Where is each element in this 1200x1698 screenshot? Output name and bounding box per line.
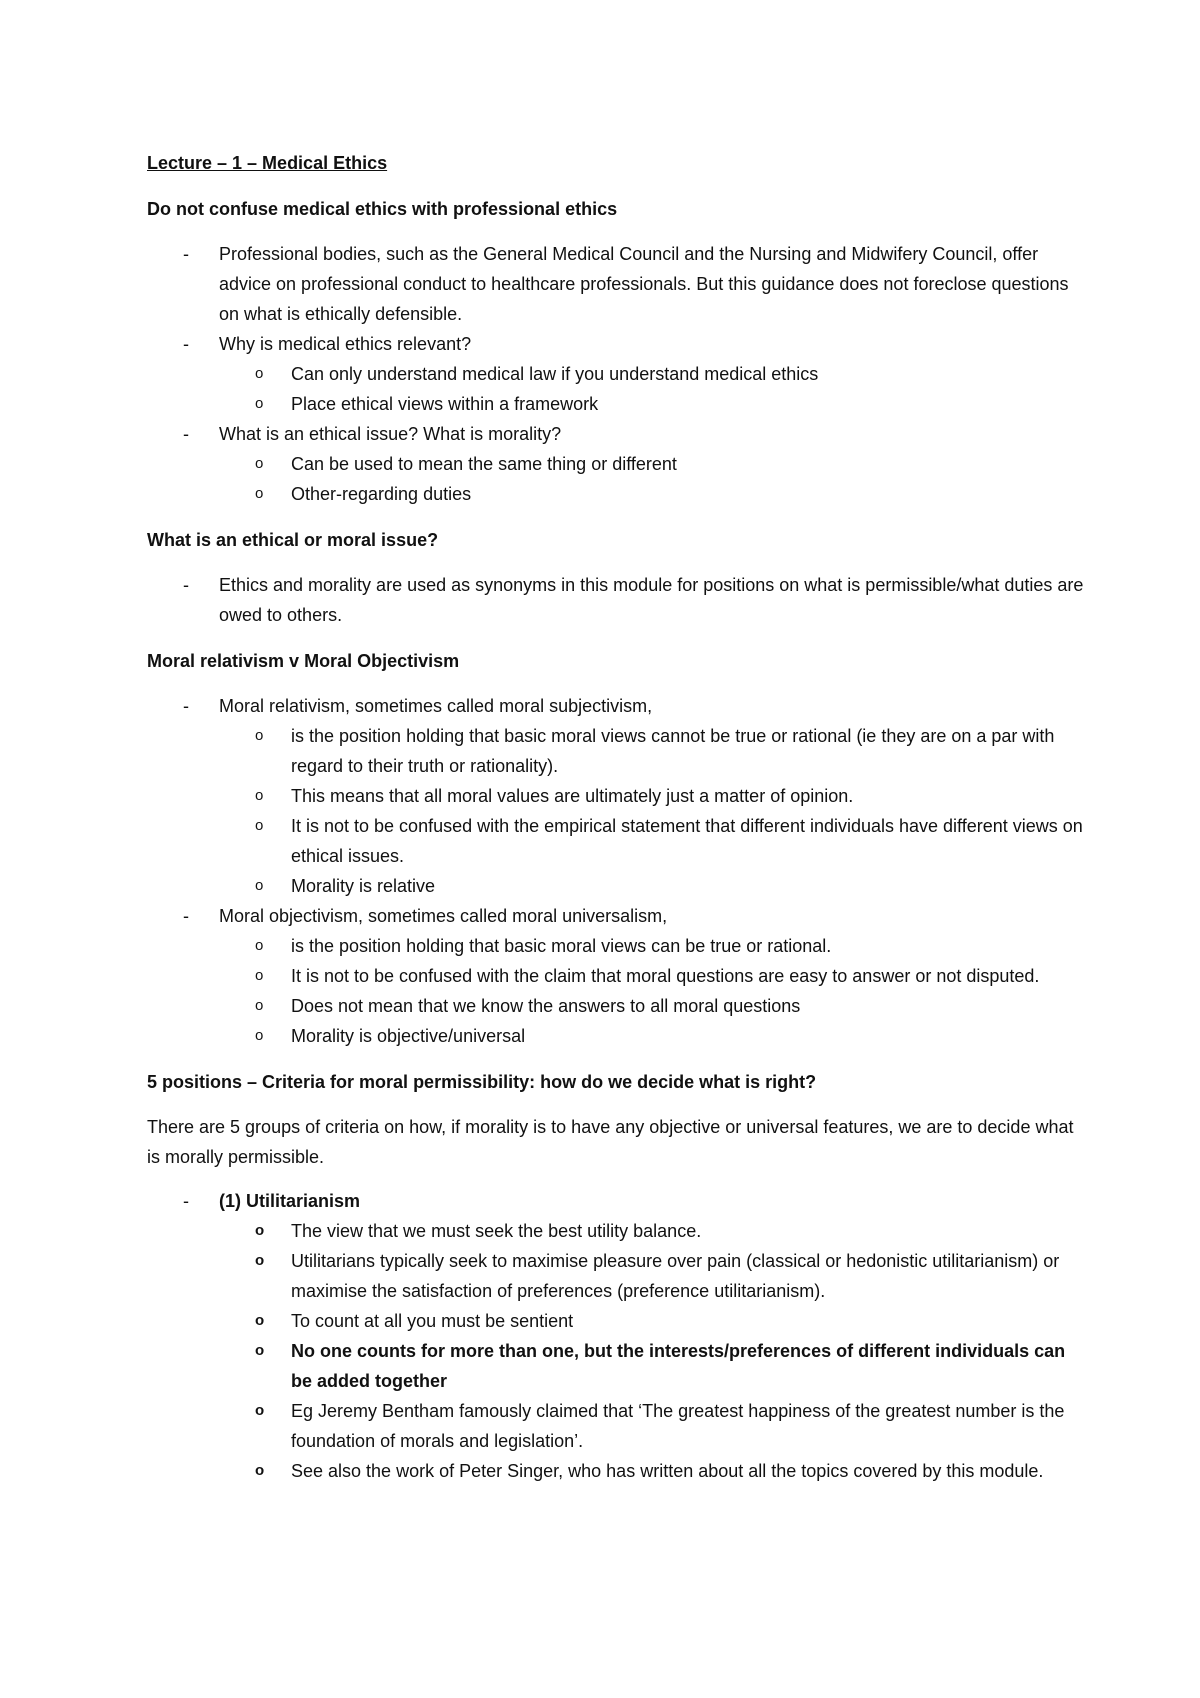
sub-bullet-text: Morality is objective/universal [291,1026,526,1046]
sub-bullet-text: This means that all moral values are ultimately just a matter of opinion. [291,786,854,806]
sub-bullet-text: To count at all you must be sentient [291,1311,574,1331]
sub-bullet-item [219,1246,1087,1306]
dash-marker: - [183,575,189,595]
circle-marker: o [255,1252,265,1269]
circle-marker: o [255,967,264,984]
section-list [147,570,1087,630]
sub-list [219,931,1087,1051]
sub-bullet-text: Does not mean that we know the answers to all moral questions [291,996,801,1016]
bullet-item [147,691,1087,901]
circle-marker: o [255,1342,265,1359]
bullet-item [147,570,1087,630]
section-list [147,691,1087,1051]
dash-marker: - [183,424,189,444]
sub-list [219,1216,1087,1486]
circle-marker: o [255,455,264,472]
circle-marker: o [255,787,264,804]
bullet-text: (1) Utilitarianism [219,1191,361,1211]
sub-bullet-item [219,721,1087,781]
circle-marker: o [255,1222,265,1239]
sub-bullet-item [219,389,1087,419]
sub-bullet-item [219,781,1087,811]
sub-bullet-item [219,1216,1087,1246]
sub-bullet-text: Place ethical views within a framework [291,394,599,414]
sub-bullet-item [219,449,1087,479]
circle-marker: o [255,485,264,502]
sub-bullet-text: Can be used to mean the same thing or different [291,454,677,474]
sub-bullet-text: It is not to be confused with the claim that moral questions are easy to answer or not disputed. [291,966,1040,986]
circle-marker: o [255,997,264,1014]
circle-marker: o [255,817,264,834]
circle-marker: o [255,727,264,744]
sub-bullet-text: It is not to be confused with the empirical statement that different individuals have different views on ethical issues. [291,816,1083,866]
sub-bullet-item [219,871,1087,901]
bullet-item [147,419,1087,509]
bullet-item [147,1186,1087,1486]
sub-bullet-text: is the position holding that basic moral views can be true or rational. [291,936,832,956]
circle-marker: o [255,937,264,954]
sub-bullet-text: The view that we must seek the best utility balance. [291,1221,702,1241]
sub-bullet-item [219,991,1087,1021]
sub-list [219,721,1087,901]
sub-bullet-item [219,359,1087,389]
bullet-text: What is an ethical issue? What is morality? [219,424,562,444]
sub-bullet-text: Utilitarians typically seek to maximise pleasure over pain (classical or hedonistic utilitarianism) or maximise the satisfaction of preferences (preference utilitarianism). [291,1251,1060,1301]
sub-list [219,359,1087,419]
sub-bullet-text: Can only understand medical law if you understand medical ethics [291,364,819,384]
section-heading-relativism: Moral relativism v Moral Objectivism [147,651,460,671]
sub-bullet-item [219,479,1087,509]
bullet-item [147,329,1087,419]
circle-marker: o [255,395,264,412]
circle-marker: o [255,1402,265,1419]
sub-bullet-item [219,1336,1087,1396]
sub-bullet-item [219,961,1087,991]
sub-bullet-text: is the position holding that basic moral views cannot be true or rational (ie they are on a par with regard to their truth or rationality). [291,726,1055,776]
intro-paragraph: There are 5 groups of criteria on how, if morality is to have any objective or universal features, we are to decide what is morally permissible. [147,1117,1074,1167]
circle-marker: o [255,365,264,382]
sub-bullet-text: See also the work of Peter Singer, who has written about all the topics covered by this module. [291,1461,1044,1481]
sub-bullet-item [219,1396,1087,1456]
bullet-text: Moral relativism, sometimes called moral subjectivism, [219,696,653,716]
circle-marker: o [255,1462,265,1479]
dash-marker: - [183,334,189,354]
bullet-item [147,239,1087,329]
bullet-text: Professional bodies, such as the General Medical Council and the Nursing and Midwifery Council, offer advice on professional conduct to healthcare professionals. But this guidance does not foreclose questions on what is ethically defensible. [219,244,1069,324]
circle-marker: o [255,877,264,894]
bullet-text: Ethics and morality are used as synonyms in this module for positions on what is permissible/what duties are owed to others. [219,575,1084,625]
section-heading-professional-ethics: Do not confuse medical ethics with professional ethics [147,199,618,219]
sub-bullet-item [219,811,1087,871]
section-heading-ethical-issue: What is an ethical or moral issue? [147,530,439,550]
circle-marker: o [255,1027,264,1044]
bullet-text: Why is medical ethics relevant? [219,334,472,354]
sub-bullet-text: Other-regarding duties [291,484,472,504]
sub-bullet-text: Morality is relative [291,876,436,896]
bullet-item [147,901,1087,1051]
section-list [147,239,1087,509]
sub-list [219,449,1087,509]
document-page [147,148,1087,1502]
bullet-text: Moral objectivism, sometimes called moral universalism, [219,906,668,926]
circle-marker: o [255,1312,265,1329]
dash-marker: - [183,906,189,926]
dash-marker: - [183,244,189,264]
section-list [147,1186,1087,1486]
sub-bullet-item [219,1456,1087,1486]
section-heading-five-positions: 5 positions – Criteria for moral permissibility: how do we decide what is right? [147,1072,817,1092]
dash-marker: - [183,1191,189,1211]
sub-bullet-text: Eg Jeremy Bentham famously claimed that ‘The greatest happiness of the greatest number is the foundation of morals and legislation’. [291,1401,1065,1451]
sub-bullet-item [219,931,1087,961]
sub-bullet-item [219,1021,1087,1051]
lecture-title: Lecture – 1 – Medical Ethics [147,153,388,173]
sub-bullet-text: No one counts for more than one, but the interests/preferences of different individuals can be added together [291,1341,1066,1391]
dash-marker: - [183,696,189,716]
sub-bullet-item [219,1306,1087,1336]
